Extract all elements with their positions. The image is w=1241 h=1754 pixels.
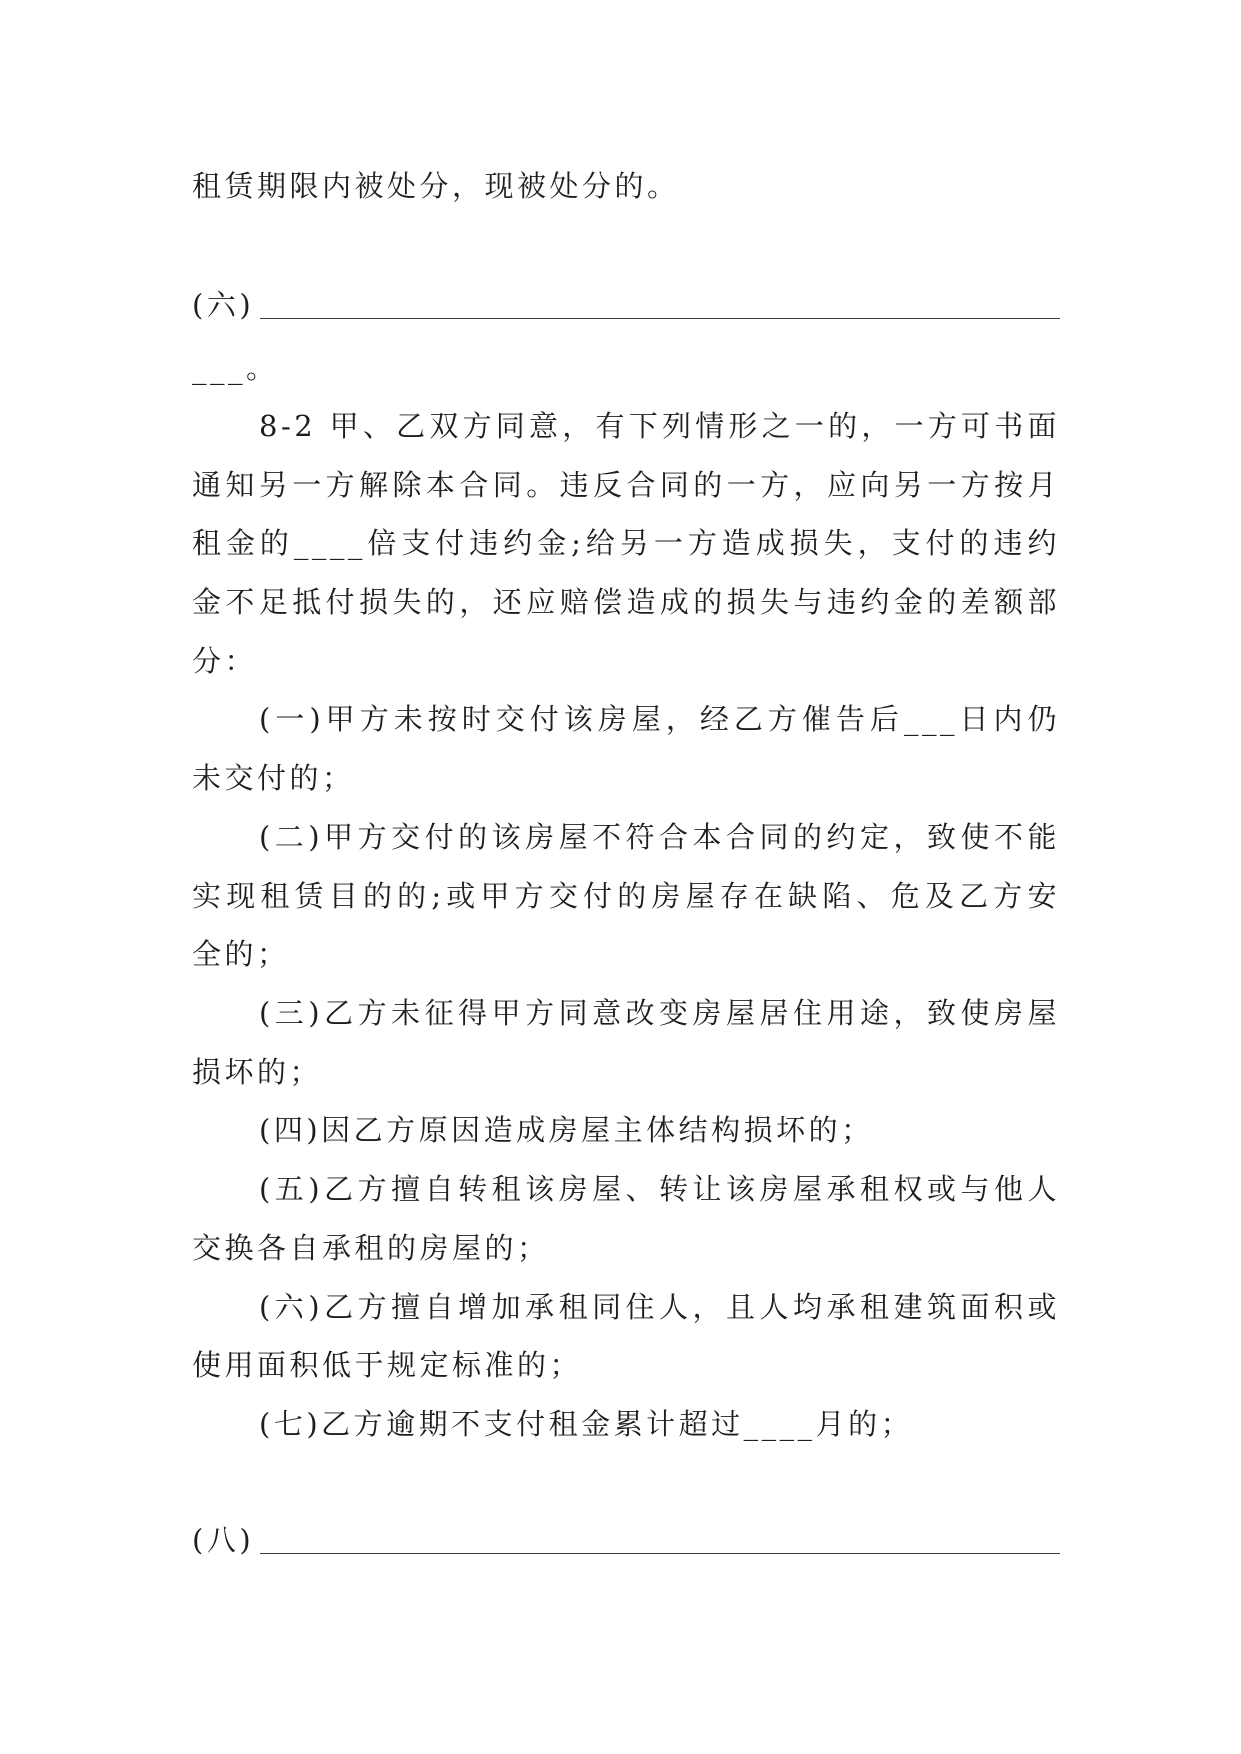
clause-8-2-line: 金不足抵付损失的，还应赔偿造成的损失与违约金的差额部 — [192, 585, 1060, 619]
list-item-6-line: (六)乙方擅自增加承租同住人，且人均承租建筑面积或 — [259, 1290, 1060, 1324]
blank-item-6-label: (六) — [192, 288, 255, 322]
fill-in-blank-line — [260, 1526, 1060, 1554]
clause-8-2-line: 通知另一方解除本合同。违反合同的一方，应向另一方按月 — [192, 468, 1060, 502]
fill-in-blank-line — [260, 291, 1060, 319]
clause-8-2-line: 8-2 甲、乙双方同意，有下列情形之一的，一方可书面 — [259, 409, 1060, 443]
blank-item-6-tail: ___。 — [192, 351, 279, 385]
list-item-5-line: 交换各自承租的房屋的； — [192, 1231, 550, 1265]
list-item-3-line: 损坏的； — [192, 1055, 323, 1089]
list-item-6-line: 使用面积低于规定标准的； — [192, 1348, 583, 1382]
list-item-3-line: (三)乙方未征得甲方同意改变房屋居住用途，致使房屋 — [259, 996, 1060, 1030]
list-item-1-line: 未交付的； — [192, 761, 355, 795]
list-item-4-line: (四)因乙方原因造成房屋主体结构损坏的； — [259, 1113, 874, 1147]
list-item-2-line: (二)甲方交付的该房屋不符合本合同的约定，致使不能 — [259, 820, 1060, 854]
blank-item-8 — [192, 1520, 1060, 1560]
list-item-2-line: 全的； — [192, 937, 290, 971]
blank-item-8-label: (八) — [192, 1523, 255, 1557]
continuation-line: 租赁期限内被处分，现被处分的。 — [192, 169, 680, 203]
list-item-2-line: 实现租赁目的的;或甲方交付的房屋存在缺陷、危及乙方安 — [192, 879, 1060, 913]
list-item-5-line: (五)乙方擅自转租该房屋、转让该房屋承租权或与他人 — [259, 1172, 1060, 1206]
clause-8-2-line: 分： — [192, 644, 258, 678]
list-item-7-line: (七)乙方逾期不支付租金累计超过____月的； — [259, 1407, 914, 1441]
clause-8-2-line: 租金的____倍支付违约金;给另一方造成损失，支付的违约 — [192, 526, 1060, 560]
list-item-1-line: (一)甲方未按时交付该房屋，经乙方催告后___日内仍 — [259, 702, 1060, 736]
blank-item-6 — [192, 285, 1060, 325]
